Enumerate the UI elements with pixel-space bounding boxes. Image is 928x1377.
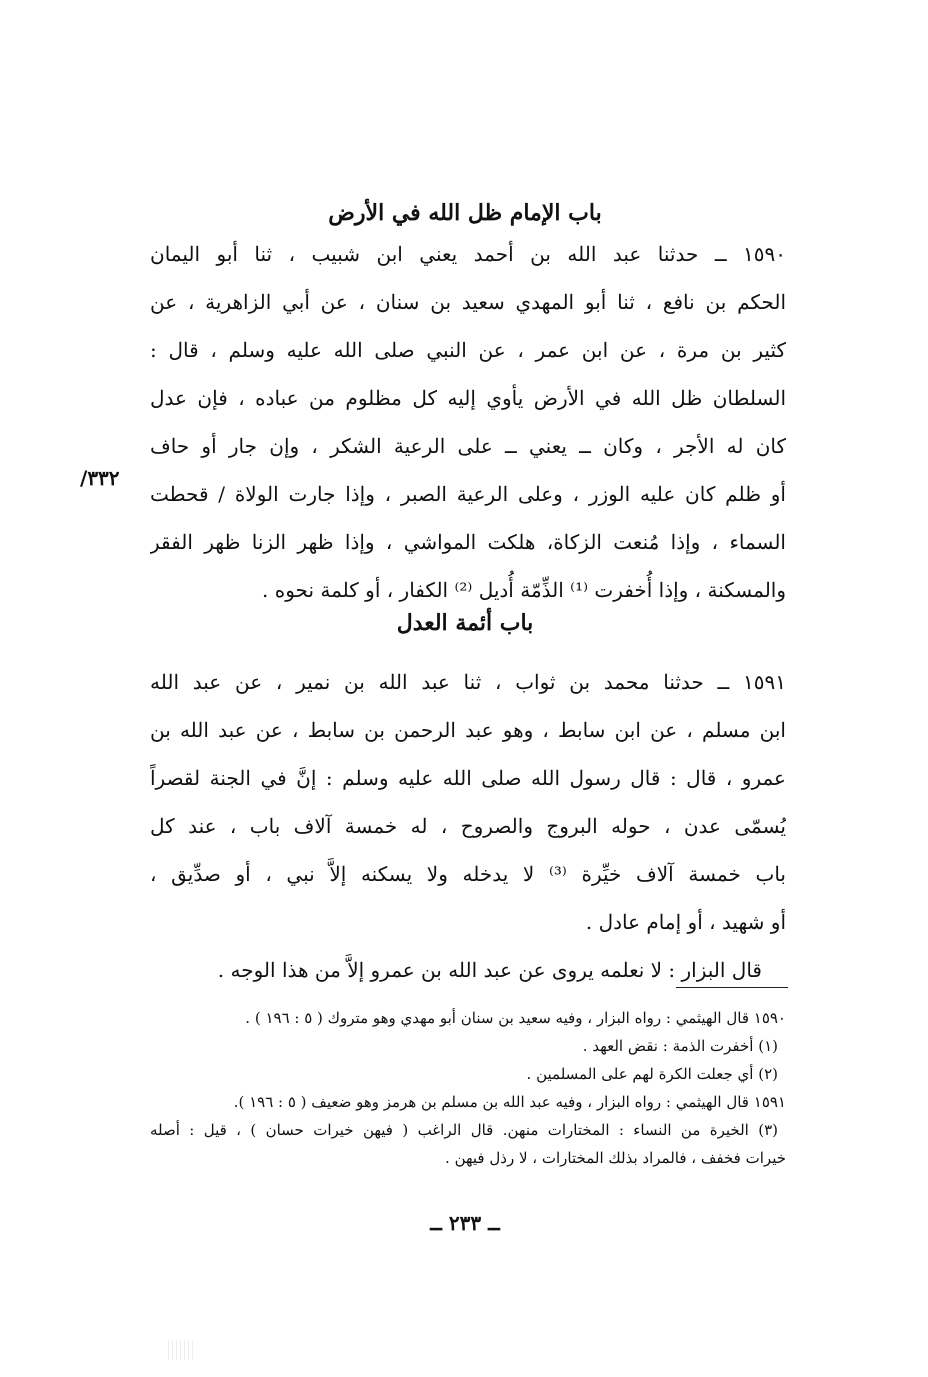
hadith-1591-line-4: يُسمّى عدن ، حوله البروج والصروح ، له خمسة آلاف باب ، عند كل [150,814,786,838]
bazzar-comment: قال البزار : لا نعلمه يروى عن عبد الله بن عمرو إلاَّ من هذا الوجه . [217,958,762,982]
hadith-1590-line-4: السلطان ظل الله في الأرض يأوي إليه كل مظلوم من عباده ، فإن عدل [150,386,786,410]
hadith-1591-line-6: أو شهيد ، أو إمام عادل . [585,910,786,934]
hadith-1590-line-3: كثير بن مرة ، عن ابن عمر ، عن النبي صلى الله عليه وسلم ، قال : [150,338,786,362]
footnote-2: (٢) أي جعلت الكرة لهم على المسلمين . [526,1065,778,1083]
footnote-3: (٣) الخيرة من النساء : المختارات منهن. قال الراغب ( فيهن خيرات حسان ) ، قيل : أصله [150,1121,778,1139]
footnotes [150,1004,786,1172]
scan-speck [168,1340,196,1360]
footnote-1: (١) أخفرت الذمة : نقض العهد . [582,1037,778,1055]
hadith-1591-line-1: ١٥٩١ ــ حدثنا محمد بن ثواب ، ثنا عبد الله بن نمير ، عن عبد الله [150,670,786,694]
section-title-just-imams: باب أئمة العدل [396,610,534,636]
hadith-1590-line-1: ١٥٩٠ ــ حدثنا عبد الله بن أحمد يعني ابن شبيب ، ثنا أبو اليمان [150,242,786,266]
hadith-1590-line-6: أو ظلم كان عليه الوزر ، وعلى الرعية الصبر ، وإذا جارت الولاة / قحطت [150,482,786,506]
page-number: ــ ٢٣٣ ــ [430,1211,500,1235]
hadith-1590-line-2: الحكم بن نافع ، ثنا أبو المهدي سعيد بن سنان ، عن أبي الزاهرية ، عن [150,290,786,314]
hadith-1591-line-2: ابن مسلم ، عن ابن سابط ، وهو عبد الرحمن بن سابط ، عن عبد الله بن [150,718,786,742]
footnote-separator [676,987,788,988]
hadith-1591-line-5: باب خمسة آلاف خيِّرة ⁽³⁾ لا يدخله ولا يسكنه إلاَّ نبي ، أو صدِّيق ، [150,862,786,886]
margin-page-reference: ٣٣٢/ [80,466,120,490]
footnote-1590: ١٥٩٠ قال الهيثمي : رواه البزار ، وفيه سعيد بن سنان أبو مهدي وهو متروك ( ٥ : ١٩٦ ) . [245,1009,786,1027]
hadith-1591-line-3: عمرو ، قال : قال رسول الله صلى الله عليه وسلم : إنَّ في الجنة لقصراً [150,766,786,790]
section-title-imam-shadow-of-god: باب الإمام ظل الله في الأرض [328,200,602,226]
hadith-1590-line-7: السماء ، وإذا مُنعت الزكاة، هلكت المواشي ، وإذا ظهر الزنا ظهر الفقر [150,530,786,554]
hadith-1590-line-5: كان له الأجر ، وكان ــ يعني ــ على الرعية الشكر ، وإن جار أو حاف [150,434,786,458]
hadith-1590 [150,230,786,614]
hadith-1590-line-8: والمسكنة ، وإذا أُخفرت ⁽¹⁾ الذِّمّة أُديل ⁽²⁾ الكفار ، أو كلمة نحوه . [262,578,786,602]
footnote-3-continued: خيرات فخفف ، فالمراد بذلك المختارات ، لا رذل فيهن . [445,1149,786,1167]
hadith-1591 [150,658,786,994]
footnote-1591: ١٥٩١ قال الهيثمي : رواه البزار ، وفيه عبد الله بن مسلم بن هرمز وهو ضعيف ( ٥ : ١٩٦ ). [233,1093,786,1111]
